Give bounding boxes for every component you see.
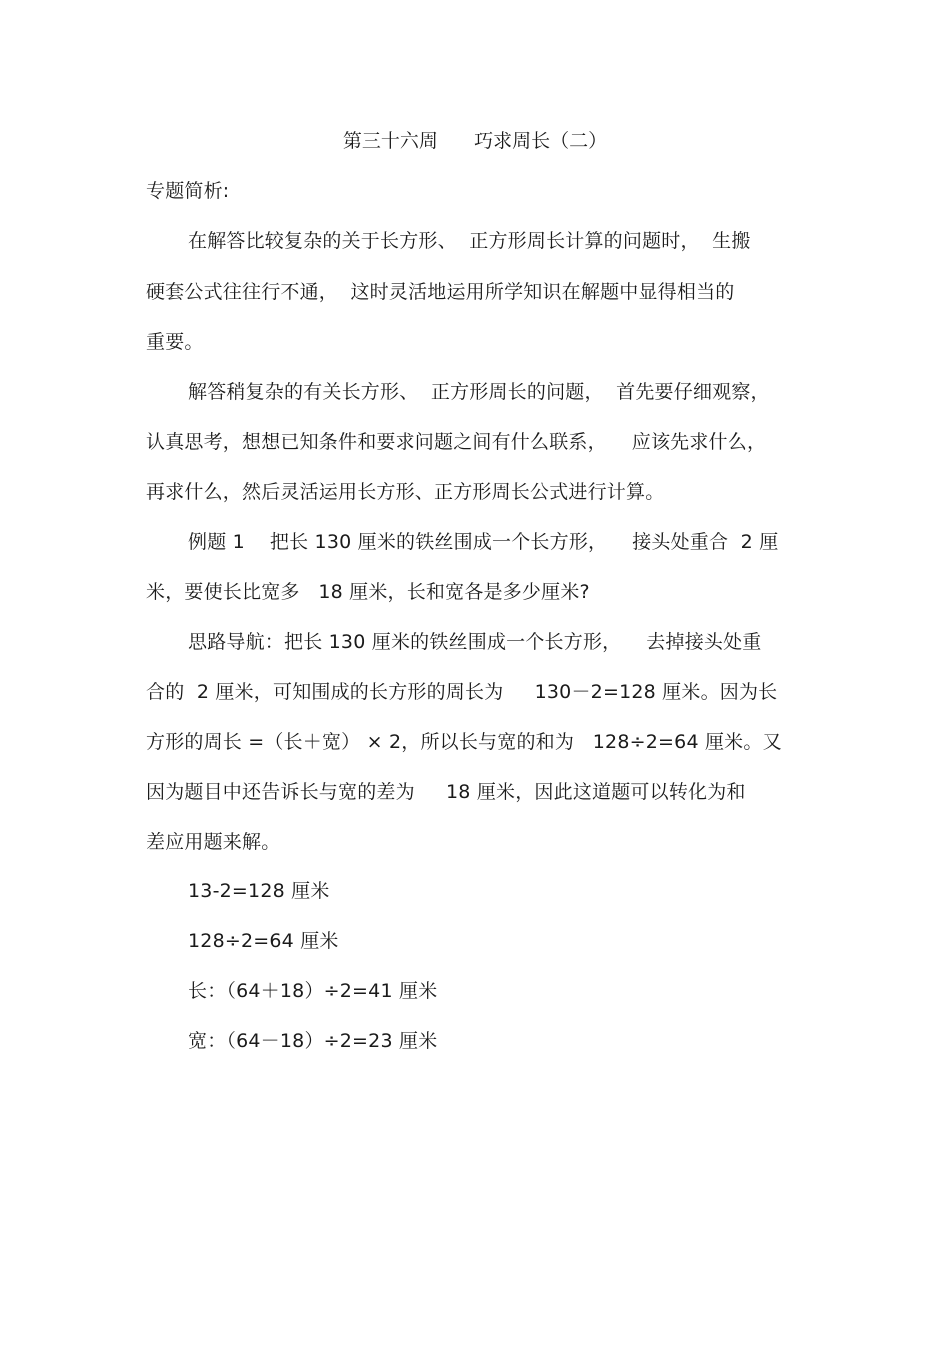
paragraph-line: 米，要使长比宽多 18 厘米，长和宽各是多少厘米?	[146, 581, 590, 603]
page-title: 第三十六周 巧求周长（二）	[342, 130, 608, 152]
paragraph-line: 在解答比较复杂的关于长方形、 正方形周长计算的问题时， 生搬	[188, 230, 751, 252]
paragraph-line: 硬套公式往往行不通， 这时灵活地运用所学知识在解题中显得相当的	[146, 281, 735, 303]
paragraph-line: 例题 1 把长 130 厘米的铁丝围成一个长方形， 接头处重合 2 厘	[188, 531, 779, 553]
paragraph-line: 合的 2 厘米，可知围成的长方形的周长为 130－2=128 厘米。因为长	[146, 681, 778, 703]
solution-step: 长：（64＋18）÷2=41 厘米	[188, 980, 438, 1002]
paragraph-line: 认真思考，想想已知条件和要求问题之间有什么联系， 应该先求什么，	[146, 431, 767, 453]
paragraph-line: 思路导航：把长 130 厘米的铁丝围成一个长方形， 去掉接头处重	[188, 631, 762, 653]
paragraph-line: 再求什么，然后灵活运用长方形、正方形周长公式进行计算。	[146, 481, 665, 503]
solution-step: 宽：（64－18）÷2=23 厘米	[188, 1030, 438, 1052]
paragraph-line: 方形的周长 =（长＋宽） × 2，所以长与宽的和为 128÷2=64 厘米。又	[146, 731, 782, 753]
solution-step: 13-2=128 厘米	[188, 880, 330, 902]
paragraph-line: 差应用题来解。	[146, 831, 281, 853]
paragraph-line: 解答稍复杂的有关长方形、 正方形周长的问题， 首先要仔细观察，	[188, 381, 770, 403]
solution-step: 128÷2=64 厘米	[188, 930, 339, 952]
paragraph-line: 重要。	[146, 331, 204, 353]
paragraph-line: 因为题目中还告诉长与宽的差为 18 厘米，因此这道题可以转化为和	[146, 781, 746, 803]
section-heading: 专题简析:	[146, 180, 230, 202]
